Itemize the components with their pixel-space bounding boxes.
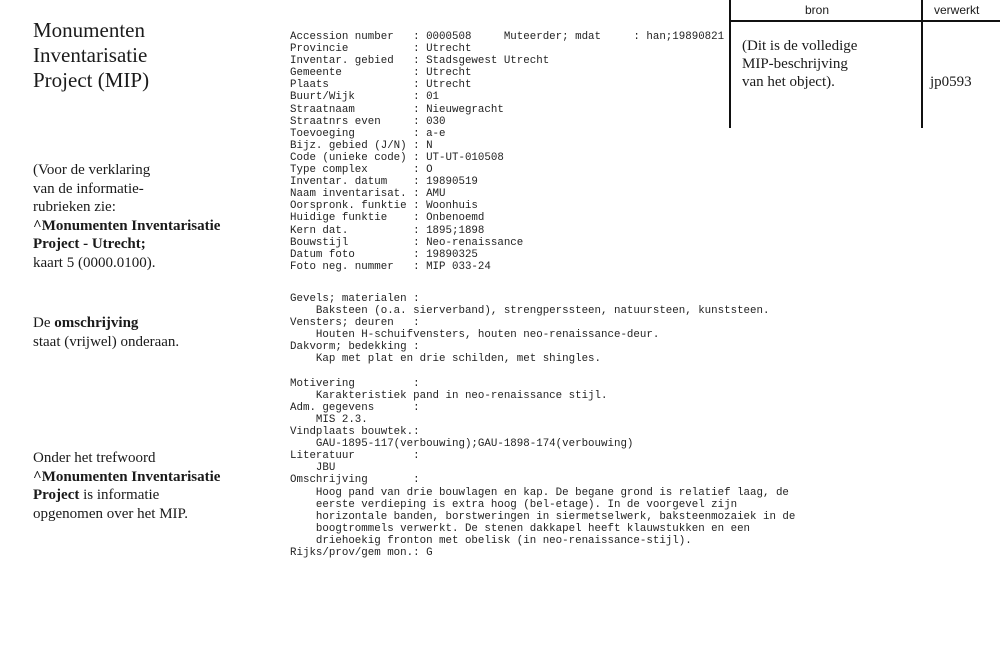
record-line: Hoog pand van drie bouwlagen en kap. De begane grond is relatief laag, de bbox=[290, 486, 789, 499]
note-line: opgenomen over het MIP. bbox=[33, 505, 188, 522]
record-line: horizontale banden, borstweringen in siermetselwerk, baksteenmozaiek in de bbox=[290, 510, 796, 523]
record-line: Inventar. gebied : Stadsgewest Utrecht bbox=[290, 55, 550, 68]
record-line: MIS 2.3. bbox=[290, 413, 368, 426]
note-text: is informatie bbox=[79, 487, 160, 503]
note-line: (Voor de verklaring bbox=[33, 162, 151, 178]
bron-line: van het object). bbox=[742, 74, 835, 90]
record-line: Dakvorm; bedekking : bbox=[290, 341, 420, 354]
record-line: Plaats : Utrecht bbox=[290, 79, 472, 92]
record-line: Baksteen (o.a. sierverband), strengperssteen, natuursteen, kunststeen. bbox=[290, 305, 770, 318]
record-line: Oorspronk. funktie : Woonhuis bbox=[290, 200, 478, 213]
record-line: Buurt/Wijk : 01 bbox=[290, 91, 440, 104]
record-line: Literatuur : bbox=[290, 450, 420, 463]
record-fields bbox=[290, 31, 724, 273]
record-line: Gevels; materialen : bbox=[290, 293, 420, 305]
header-bron: bron bbox=[805, 3, 830, 17]
note-line: rubrieken zie: bbox=[33, 199, 116, 215]
record-line: Toevoeging : a-e bbox=[290, 127, 446, 140]
record-line: Rijks/prov/gem mon.: G bbox=[290, 546, 433, 559]
explanation-note bbox=[33, 161, 220, 272]
reference-link: ^Monumenten Inventarisatie bbox=[33, 468, 221, 485]
record-line: Code (unieke code) : UT-UT-010508 bbox=[290, 151, 504, 164]
record-line: Motivering : bbox=[290, 377, 420, 390]
record-line: Naam inventarisat. : AMU bbox=[290, 188, 446, 201]
note-text: De bbox=[33, 315, 55, 331]
record-line: JBU bbox=[290, 462, 336, 475]
record-line: Karakteristiek pand in neo-renaissance stijl. bbox=[290, 389, 608, 402]
reference-link: ^Monumenten Inventarisatie bbox=[33, 217, 221, 234]
record-line bbox=[290, 366, 795, 378]
record-line: Accession number : 0000508 Muteerder; mdat : han;19890821 bbox=[290, 31, 725, 43]
note-line: staat (vrijwel) onderaan. bbox=[33, 333, 180, 350]
record-line: Inventar. datum : 19890519 bbox=[290, 176, 478, 189]
record-line: Houten H-schuifvensters, houten neo-renaissance-deur. bbox=[290, 329, 660, 342]
reference-link: Project bbox=[33, 487, 80, 503]
verwerkt-cell: jp0593 bbox=[930, 74, 972, 90]
record-line: Provincie : Utrecht bbox=[290, 43, 472, 56]
record-line: Datum foto : 19890325 bbox=[290, 248, 478, 261]
note-line: Onder het trefwoord bbox=[33, 450, 156, 466]
record-description bbox=[290, 293, 795, 559]
record-line: Omschrijving : bbox=[290, 474, 420, 487]
record-line: Kern dat. : 1895;1898 bbox=[290, 224, 485, 237]
record-line: Kap met plat en drie schilden, met shingles. bbox=[290, 353, 602, 366]
record-line: eerste verdieping is extra hoog (bel-etage). In de voorgevel zijn bbox=[290, 498, 738, 511]
description-note bbox=[33, 314, 179, 351]
note-line: van de informatie- bbox=[33, 180, 144, 197]
note-bold: omschrijving bbox=[54, 315, 139, 331]
title-line: Monumenten bbox=[33, 18, 145, 42]
header-verwerkt: verwerkt bbox=[934, 3, 980, 17]
title-line: Project (MIP) bbox=[33, 68, 150, 92]
record-line: driehoekig fronton met obelisk (in neo-renaissance-stijl). bbox=[290, 534, 692, 547]
bron-cell bbox=[742, 37, 857, 91]
record-line: Vindplaats bouwtek.: bbox=[290, 426, 420, 439]
reference-link: Project - Utrecht; bbox=[33, 236, 146, 252]
record-line: Straatnrs even : 030 bbox=[290, 115, 446, 128]
record-line: Type complex : O bbox=[290, 164, 433, 177]
bron-line: (Dit is de volledige bbox=[742, 38, 858, 54]
keyword-note bbox=[33, 449, 220, 523]
record-line: Foto neg. nummer : MIP 033-24 bbox=[290, 260, 491, 273]
note-line: kaart 5 (0000.0100). bbox=[33, 254, 156, 271]
title-line: Inventarisatie bbox=[33, 43, 148, 67]
record-line: Vensters; deuren : bbox=[290, 317, 420, 330]
record-line: Huidige funktie : Onbenoemd bbox=[290, 212, 485, 225]
table-divider bbox=[729, 20, 1000, 22]
record-line: Adm. gegevens : bbox=[290, 401, 420, 414]
bron-line: MIP-beschrijving bbox=[742, 56, 848, 72]
record-line: Straatnaam : Nieuwegracht bbox=[290, 103, 504, 116]
record-line: Bijz. gebied (J/N) : N bbox=[290, 139, 433, 152]
record-line: GAU-1895-117(verbouwing);GAU-1898-174(verbouwing) bbox=[290, 438, 634, 451]
record-line: boogtrommels verwerkt. De stenen dakkapel heeft klauwstukken en een bbox=[290, 522, 751, 535]
record-line: Bouwstijl : Neo-renaissance bbox=[290, 236, 524, 249]
document-title bbox=[33, 18, 149, 93]
record-line: Gemeente : Utrecht bbox=[290, 67, 472, 80]
